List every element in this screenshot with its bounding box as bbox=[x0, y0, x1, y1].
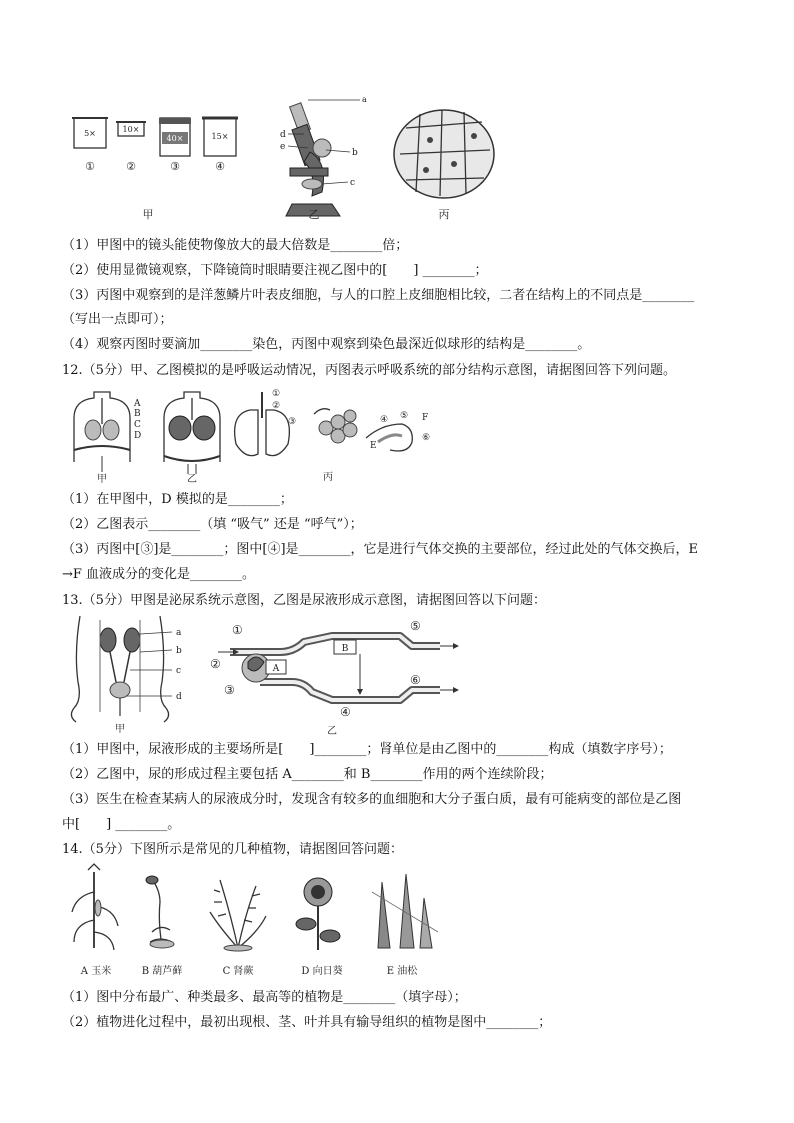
q14-line-2: （2）植物进化过程中，最初出现根、茎、叶并具有输导组织的植物是图中________； bbox=[62, 1015, 552, 1030]
plant-corn-drawing bbox=[72, 864, 118, 950]
urinary-label-c: c bbox=[176, 666, 182, 676]
caption-jia-2: 甲 bbox=[97, 474, 107, 484]
box-b: B bbox=[341, 644, 349, 654]
plant-sunflower-drawing bbox=[296, 878, 340, 950]
lungs-drawing bbox=[235, 389, 430, 456]
q12-line-2: （2）乙图表示________（填 “吸气” 还是 “呼气”）； bbox=[62, 517, 363, 532]
q14-line-1: （1）图中分布最广、种类最多、最高等的植物是________（填字母）； bbox=[62, 990, 467, 1005]
onion-cells-drawing bbox=[394, 110, 494, 198]
jar-label-d: D bbox=[134, 431, 142, 441]
caption-yi-1: 乙 bbox=[308, 208, 320, 221]
figure-microscope bbox=[60, 92, 500, 227]
q13-line-1: （1）甲图中，尿液形成的主要场所是[ ]________；肾单位是由乙图中的________构成（填数字序号）； bbox=[62, 742, 672, 757]
q12-header: 12.（5分）甲、乙图模拟的是呼吸运动情况，丙图表示呼吸系统的部分结构示意图，请据图回答下列问题。 bbox=[62, 363, 676, 378]
num-5: ⑤ bbox=[400, 411, 409, 421]
num-6: ⑥ bbox=[422, 433, 431, 443]
lens-2-num: ② bbox=[126, 160, 136, 173]
nephron-num-1: ① bbox=[232, 623, 243, 637]
urinary-label-d: d bbox=[176, 692, 182, 702]
caption-bing-1: 丙 bbox=[438, 208, 450, 221]
urinary-label-a: a bbox=[176, 628, 182, 638]
scope-label-a: a bbox=[362, 95, 367, 104]
nephron-num-2: ② bbox=[210, 657, 221, 671]
q11-line-3: （3）丙图中观察到的是洋葱鳞片叶表皮细胞，与人的口腔上皮细胞相比较，二者在结构上的不同点是________ bbox=[62, 288, 695, 303]
caption-yi-2: 乙 bbox=[187, 474, 197, 484]
nephron-num-6: ⑥ bbox=[410, 673, 421, 687]
jar-label-a: A bbox=[134, 399, 141, 409]
num-2: ② bbox=[272, 401, 281, 411]
num-4: ④ bbox=[380, 415, 389, 425]
lens-3 bbox=[159, 118, 191, 173]
lens-1 bbox=[72, 118, 108, 173]
lens-4-num: ④ bbox=[215, 160, 225, 173]
q14-header: 14.（5分）下图所示是常见的几种植物，请据图回答问题： bbox=[62, 842, 403, 857]
plant-label-d: D 向日葵 bbox=[301, 966, 343, 977]
jar-label-c: C bbox=[134, 420, 141, 430]
nephron-drawing bbox=[210, 619, 456, 719]
plant-label-a: A 玉米 bbox=[80, 966, 112, 977]
scope-label-d: d bbox=[280, 130, 286, 140]
urinary-label-b: b bbox=[176, 646, 182, 656]
plant-pine-drawing bbox=[372, 874, 438, 948]
q13-line-2: （2）乙图中，尿的形成过程主要包括 A________和 B________作用的两个连续阶段； bbox=[62, 767, 553, 782]
box-a: A bbox=[272, 664, 280, 674]
lens-1-num: ① bbox=[85, 160, 95, 173]
bell-jar-inhale bbox=[74, 392, 141, 472]
microscope-drawing bbox=[280, 95, 367, 216]
plant-label-e: E 油松 bbox=[386, 966, 418, 977]
lens-2-label: 10× bbox=[122, 125, 140, 134]
q12-line-4: →F 血液成分的变化是________。 bbox=[62, 567, 256, 582]
scope-label-c: c bbox=[350, 178, 356, 188]
caption-jia-1: 甲 bbox=[142, 208, 154, 221]
label-e: E bbox=[370, 441, 377, 451]
figure-urinary bbox=[60, 612, 460, 736]
bell-jar-exhale bbox=[164, 392, 220, 474]
label-f: F bbox=[422, 413, 429, 423]
lens-3-label: 40× bbox=[166, 134, 184, 143]
jar-label-b: B bbox=[134, 409, 141, 419]
nephron-num-5: ⑤ bbox=[410, 619, 421, 633]
nephron-num-3: ③ bbox=[224, 683, 235, 697]
nephron-num-4: ④ bbox=[340, 705, 351, 719]
lens-2 bbox=[116, 122, 146, 173]
lens-4-label: 15× bbox=[211, 132, 229, 141]
plant-label-c: C 肾蕨 bbox=[222, 966, 254, 977]
figure-respiration bbox=[60, 384, 450, 484]
q12-line-1: （1）在甲图中，D 模拟的是________； bbox=[62, 492, 293, 507]
q13-line-3: （3）医生在检查某病人的尿液成分时，发现含有较多的血细胞和大分子蛋白质，最有可能病变的部位是乙图 bbox=[62, 792, 682, 807]
num-3: ③ bbox=[288, 417, 297, 427]
caption-yi-3: 乙 bbox=[327, 726, 337, 736]
plant-label-b: B 葫芦藓 bbox=[141, 966, 183, 977]
q11-line-5: （4）观察丙图时要滴加________染色，丙图中观察到染色最深近似球形的结构是________。 bbox=[62, 337, 591, 352]
q11-line-4: （写出一点即可）； bbox=[62, 312, 173, 327]
num-1: ① bbox=[272, 389, 281, 399]
scope-label-e: e bbox=[280, 142, 286, 152]
q11-line-2: （2）使用显微镜观察，下降镜筒时眼睛要注视乙图中的[ ] ________； bbox=[62, 263, 488, 278]
plant-moss-drawing bbox=[146, 876, 174, 948]
q13-header: 13.（5分）甲图是泌尿系统示意图，乙图是尿液形成示意图，请据图回答以下问题： bbox=[62, 593, 546, 608]
scope-label-b: b bbox=[352, 148, 358, 158]
lens-4 bbox=[202, 118, 238, 173]
q13-line-4: 中[ ] ________。 bbox=[62, 817, 181, 832]
urinary-system-drawing bbox=[71, 616, 182, 722]
caption-jia-3: 甲 bbox=[115, 724, 125, 735]
lens-3-num: ③ bbox=[170, 160, 180, 173]
lens-1-label: 5× bbox=[84, 129, 96, 138]
q12-line-3: （3）丙图中[③]是________；图中[④]是________，它是进行气体交换的主要部位，经过此处的气体交换后，E bbox=[62, 542, 699, 557]
plant-fern-drawing bbox=[210, 880, 266, 951]
caption-bing-2: 丙 bbox=[323, 472, 333, 483]
q11-line-1: （1）甲图中的镜头能使物像放大的最大倍数是________倍； bbox=[62, 238, 409, 253]
figure-plants bbox=[60, 862, 450, 984]
